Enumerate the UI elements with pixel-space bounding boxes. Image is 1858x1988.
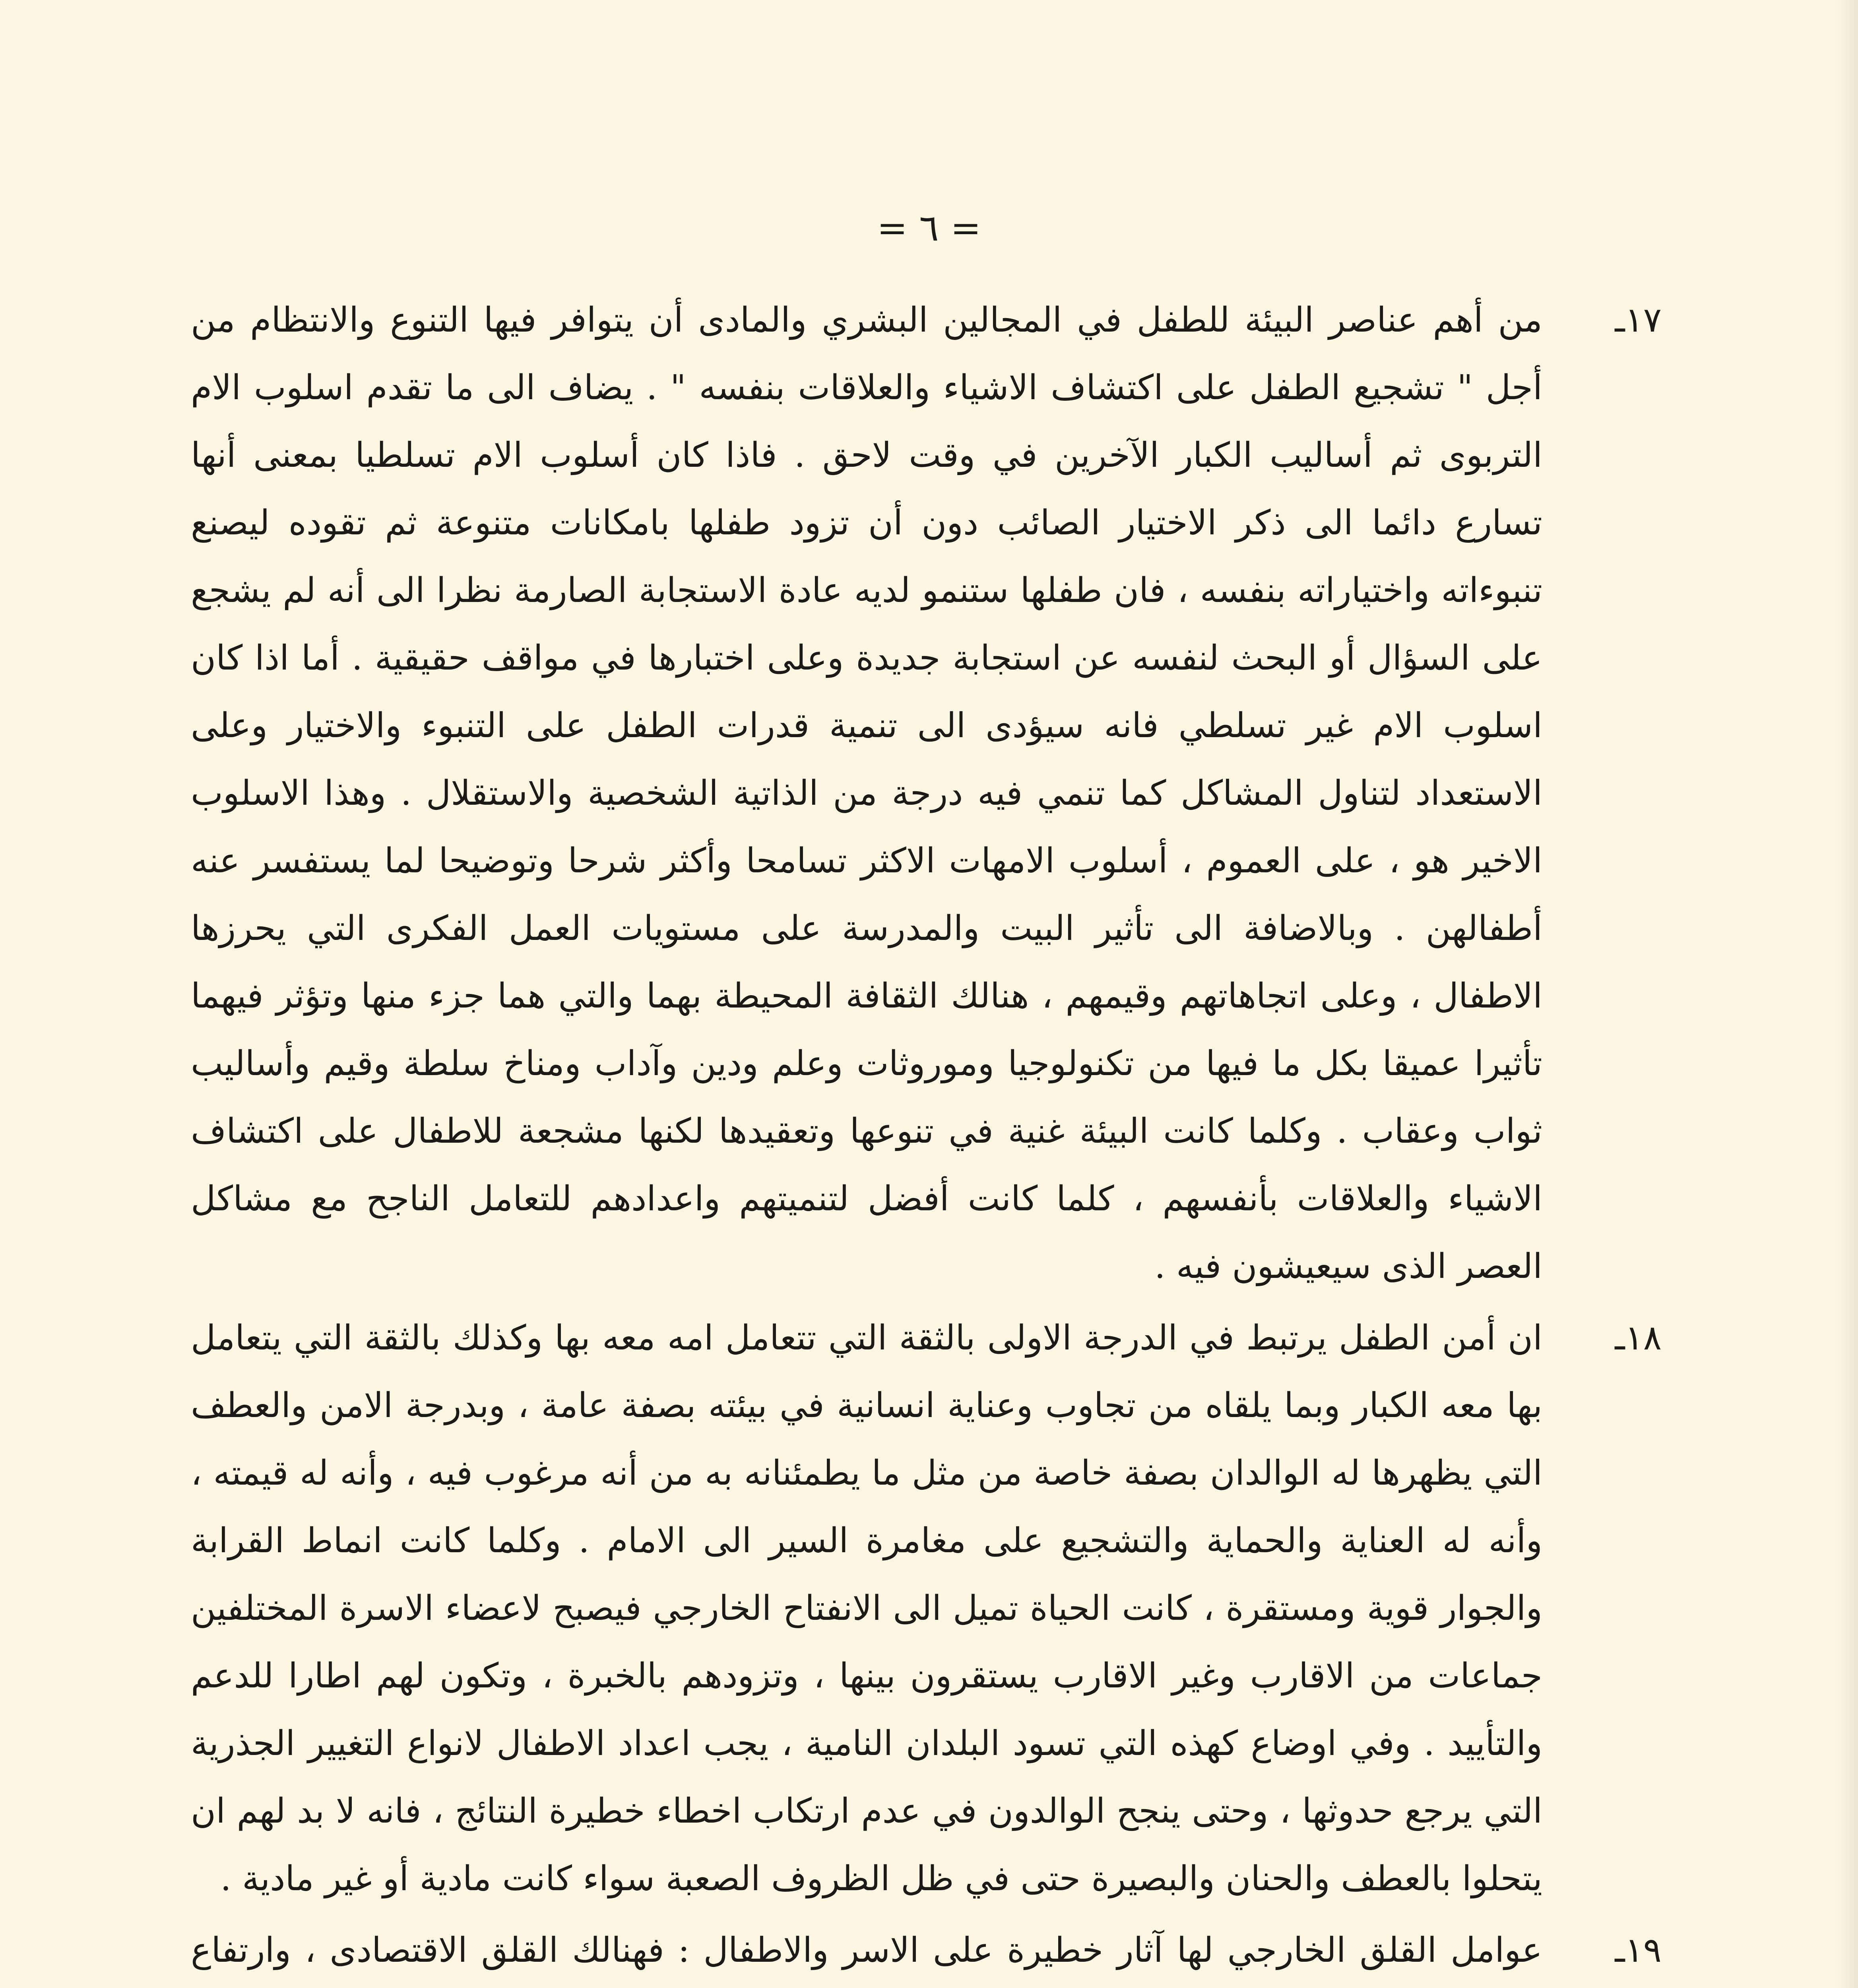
paragraph-number: ١٧ـ xyxy=(1615,300,1662,340)
page-number: = ٦ = xyxy=(877,207,981,249)
page-edge-shadow xyxy=(1836,0,1858,1988)
paragraph-18 xyxy=(191,1304,1662,1912)
paragraph-text: عوامل القلق الخارجي لها آثار خطيرة على الاسر والاطفال : فهنالك القلق الاقتصادى ، وارتفاع xyxy=(191,1930,1542,1970)
paragraph-19 xyxy=(191,1916,1662,1988)
paragraph-number: ١٩ـ xyxy=(1615,1930,1662,1970)
paragraph-17 xyxy=(191,286,1662,1300)
paragraph-number: ١٨ـ xyxy=(1615,1318,1662,1358)
paragraph-text: من أهم عناصر البيئة للطفل في المجالين البشري والمادى أن يتوافر فيها التنوع والانتظام من أجل " تشجيع الطفل على اكتشاف الاشياء والعلاقات بنفسه " . يضاف الى ما تقدم اسلوب الام التربوى ثم أساليب الكبار الآخرين في وقت لاحق . فاذا كان أسلوب الام تسلطيا بمعنى أنها تسارع دائما الى ذكر الاختيار الصائب دون أن تزود طفلها بامكانات متنوعة ثم تقوده ليصنع تنبوءاته واختياراته بنفسه ، فان طفلها ستنمو لديه عادة الاستجابة الصارمة نظرا الى أنه لم يشجع على السؤال أو البحث لنفسه عن استجابة جديدة وعلى اختبارها في مواقف حقيقية . أما اذا كان اسلوب الام غير تسلطي فانه سيؤدى الى تنمية قدرات الطفل على التنبوء والاختيار وعلى الاستعداد لتناول المشاكل كما تنمي فيه درجة من الذاتية الشخصية والاستقلال . وهذا الاسلوب الاخير هو ، على العموم ، أسلوب الامهات الاكثر تسامحا وأكثر شرحا وتوضيحا لما يستفسر عنه أطفالهن . وبالاضافة الى تأثير البيت والمدرسة على مستويات العمل الفكرى التي يحرزها الاطفال ، وعلى اتجاهاتهم وقيمهم ، هنالك الثقافة المحيطة بهما والتي هما جزء منها وتؤثر فيهما تأثيرا عميقا بكل ما فيها من تكنولوجيا وموروثات وعلم ودين وآداب ومناخ سلطة وقيم وأساليب ثواب وعقاب . وكلما كانت البيئة غنية في تنوعها وتعقيدها لكنها مشجعة للاطفال على اكتشاف الاشياء والعلاقات بأنفسهم ، كلما كانت أفضل لتنميتهم واعدادهم للتعامل الناجح مع مشاكل العصر الذى سيعيشون فيه . xyxy=(191,300,1542,1286)
paragraph-text: ان أمن الطفل يرتبط في الدرجة الاولى بالثقة التي تتعامل امه معه بها وكذلك بالثقة التي يتعامل بها معه الكبار وبما يلقاه من تجاوب وعناية انسانية في بيئته بصفة عامة ، وبدرجة الامن والعطف التي يظهرها له الوالدان بصفة خاصة من مثل ما يطمئنانه به من أنه مرغوب فيه ، وأنه له قيمته ، وأنه له العناية والحماية والتشجيع على مغامرة السير الى الامام . وكلما كانت انماط القرابة والجوار قوية ومستقرة ، كانت الحياة تميل الى الانفتاح الخارجي فيصبح لاعضاء الاسرة المختلفين جماعات من الاقارب وغير الاقارب يستقرون بينها ، وتزودهم بالخبرة ، وتكون لهم اطارا للدعم والتأييد . وفي اوضاع كهذه التي تسود البلدان النامية ، يجب اعداد الاطفال لانواع التغيير الجذرية التي يرجع حدوثها ، وحتى ينجح الوالدون في عدم ارتكاب اخطاء خطيرة النتائج ، فانه لا بد لهم ان يتحلوا بالعطف والحنان والبصيرة حتى في ظل الظروف الصعبة سواء كانت مادية أو غير مادية . xyxy=(191,1318,1542,1899)
document-body xyxy=(191,207,1662,1988)
